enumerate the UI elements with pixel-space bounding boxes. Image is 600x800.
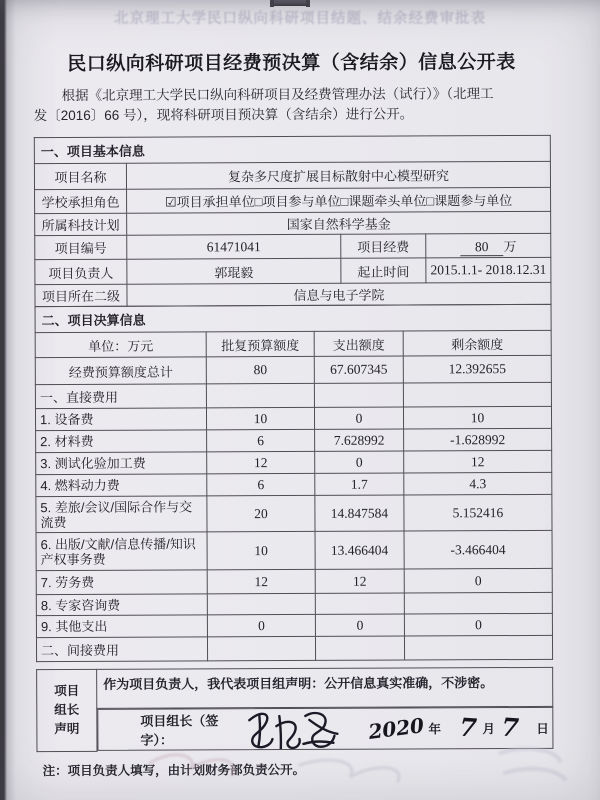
school-role-label: 学校承担角色: [35, 189, 127, 213]
binder-clip: [272, 0, 308, 6]
row-9-label: 9. 其他支出: [36, 615, 207, 638]
school-role-checkboxes: ☑项目承担单位□项目参与单位□课题牵头单位□课题参与单位: [127, 187, 551, 213]
row-4-remain: 4.3: [404, 472, 552, 495]
section-1-title: 一、项目基本信息: [34, 135, 550, 163]
row-4-spent: 1.7: [315, 473, 404, 495]
project-fund-value: [426, 233, 551, 258]
row-3-label: 3. 测试化验加工费: [36, 452, 207, 475]
row-5-budget: 20: [207, 495, 315, 531]
empty-cell: [207, 636, 315, 660]
intro-line-2: 发〔2016〕66 号），现将科研项目预决算（含结余）进行公开。: [33, 106, 414, 124]
handwritten-year: 2020: [367, 713, 426, 744]
table-row: [36, 472, 552, 496]
period-value: 2015.1.1- 2018.12.31: [426, 257, 551, 283]
project-fund-label: 项目经费: [341, 234, 426, 258]
row-6-budget: 10: [207, 531, 315, 569]
empty-cell: [206, 383, 314, 407]
table-row: [35, 355, 551, 384]
project-number-label: 项目编号: [35, 235, 127, 259]
row-4-budget: 6: [207, 473, 315, 495]
table-row: [36, 592, 552, 615]
intro-paragraph: [34, 84, 550, 126]
department-label: 项目所在二级: [35, 284, 127, 306]
leader-label: 项目负责人: [35, 259, 127, 284]
signature-line: [97, 707, 553, 751]
row-1-remain: 10: [403, 406, 551, 429]
table-row: [36, 568, 552, 594]
project-number-value: 61471041: [127, 234, 341, 259]
handwritten-day: 7: [500, 712, 520, 743]
row-3-spent: 0: [315, 451, 404, 473]
row-7-label: 7. 劳务费: [36, 570, 207, 595]
footnote: 注：项目负责人填写，由计划财务部负责公开。: [42, 762, 306, 778]
declaration-table: [36, 667, 553, 752]
row-3-remain: 12: [404, 450, 552, 473]
row-2-label: 2. 材料费: [36, 430, 207, 453]
handwritten-month: 7: [458, 712, 478, 743]
row-total-spent: 67.607345: [314, 356, 403, 383]
intro-line-1: 根据《北京理工大学民口纵向科研项目及经费管理办法（试行）》（北理工: [61, 86, 494, 104]
empty-cell: [314, 383, 403, 407]
leader-value: 郭琨毅: [127, 258, 341, 284]
empty-cell: [207, 593, 315, 614]
table-row: [36, 613, 552, 637]
row-9-spent: 0: [315, 614, 404, 636]
document-title: 民口纵向科研项目经费预决算（含结余）信息公开表: [67, 52, 516, 75]
empty-cell: [315, 636, 404, 660]
fund-amount: 80: [460, 239, 504, 256]
row-6-spent: 13.466404: [315, 531, 404, 569]
signature-ink: [243, 707, 343, 751]
row-5-spent: 14.847584: [315, 495, 404, 531]
program-label: 所属科技计划: [35, 213, 127, 235]
handwritten-signature: [243, 710, 331, 748]
program-value: 国家自然科学基金: [127, 211, 551, 235]
row-2-remain: -1.628992: [404, 428, 552, 451]
row-5-remain: 5.152416: [404, 494, 552, 531]
row-2-budget: 6: [207, 429, 315, 451]
project-name-label: 项目名称: [34, 163, 126, 189]
row-8-label: 8. 专家咨询费: [36, 594, 207, 616]
year-unit: 年: [428, 722, 442, 737]
row-6-remain: -3.466404: [404, 530, 552, 569]
empty-cell: [404, 592, 552, 614]
row-6-label: 6. 出版/文献/信息传播/知识产权事务费: [36, 532, 207, 571]
fund-unit: 万: [503, 238, 517, 254]
declaration-statement: 作为项目负责人，我代表项目组声明：公开信息真实准确，不涉密。: [97, 667, 553, 708]
department-value: 信息与电子学院: [127, 282, 551, 306]
row-total-budget: 80: [206, 356, 314, 383]
col-header-spent: 支出额度: [314, 331, 403, 356]
row-7-budget: 12: [207, 569, 315, 593]
settlement-table: [35, 304, 554, 662]
day-unit: 日: [536, 721, 549, 736]
row-1-label: 1. 设备费: [35, 408, 206, 431]
table-row: [36, 635, 552, 661]
row-9-budget: 0: [207, 614, 315, 636]
row-2-spent: 7.628992: [315, 429, 404, 451]
empty-cell: [403, 382, 551, 407]
table-row: [36, 450, 552, 474]
table-row: [36, 494, 552, 532]
table-row: [35, 406, 551, 430]
period-label: 起止时间: [341, 258, 426, 283]
col-header-budget: 批复预算额度: [206, 331, 314, 356]
row-7-remain: 0: [404, 568, 552, 593]
sign-label: 项目组长（签字）：: [140, 713, 219, 748]
row-3-budget: 12: [207, 451, 315, 473]
month-unit: 月: [482, 722, 495, 737]
empty-cell: [404, 635, 552, 660]
empty-cell: [315, 593, 404, 614]
document-page: [33, 47, 552, 779]
table-row: [36, 428, 552, 452]
bleed-through-text: 北京理工大学民口纵向科研项目结题、结余经费审批表: [114, 11, 486, 27]
row-7-spent: 12: [315, 569, 404, 593]
row-1-spent: 0: [314, 407, 403, 429]
row-5-label: 5. 差旅/会议/国际合作与交流费: [36, 496, 207, 533]
row-9-remain: 0: [404, 613, 552, 636]
row-total-label: 经费预算额度总计: [35, 357, 206, 385]
row-total-remain: 12.392655: [403, 355, 551, 383]
row-indirect-label: 二、间接费用: [36, 637, 207, 662]
col-header-unit: 单位：万元: [35, 332, 206, 358]
basic-info-table: [34, 135, 552, 307]
section-2-title: 二、项目决算信息: [35, 304, 551, 332]
row-1-budget: 10: [206, 407, 314, 429]
table-row: [35, 382, 551, 408]
row-direct-label: 一、直接费用: [35, 384, 206, 409]
row-4-label: 4. 燃料动力费: [36, 474, 207, 497]
declaration-label: 项目 组长 声明: [37, 669, 97, 751]
table-row: [36, 530, 552, 570]
col-header-remain: 剩余额度: [403, 330, 551, 356]
project-name-value: 复杂多尺度扩展目标散射中心模型研究: [126, 161, 550, 189]
